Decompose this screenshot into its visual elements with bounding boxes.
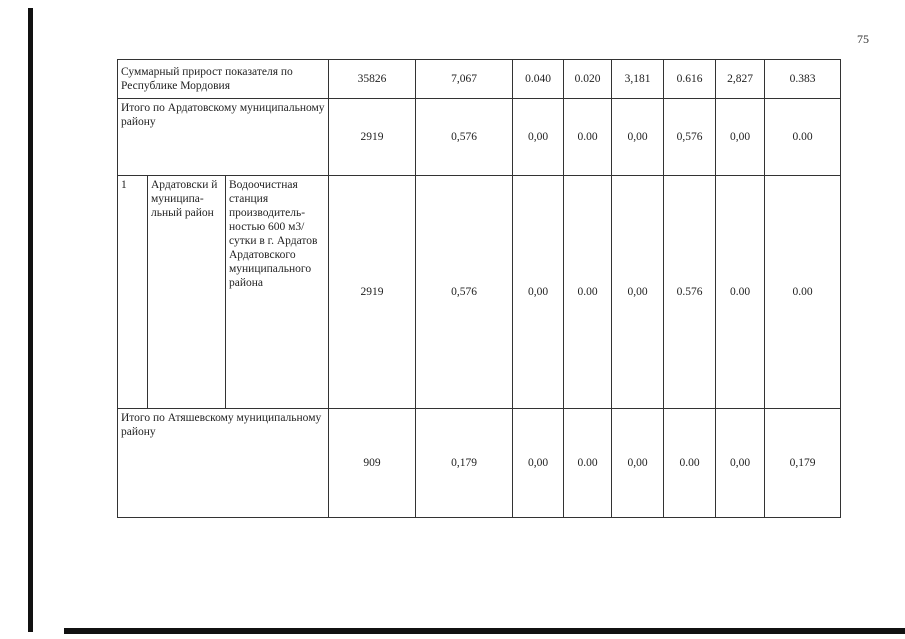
table-cell: 7,067 (416, 60, 513, 99)
table-cell: 0.00 (716, 176, 765, 409)
table-cell: 0,00 (716, 99, 765, 176)
table-cell: 0.616 (664, 60, 716, 99)
table-cell: 0,179 (416, 409, 513, 518)
table-cell: 35826 (329, 60, 416, 99)
table-row-total-ardatov (118, 99, 841, 176)
table-cell: 0.00 (765, 176, 841, 409)
table-cell: 0.383 (765, 60, 841, 99)
table-row-total-republic (118, 60, 841, 99)
table-row-total-atyashevo (118, 409, 841, 518)
table-cell: 0.00 (664, 409, 716, 518)
table-cell: 0,00 (513, 99, 564, 176)
table-cell: 909 (329, 409, 416, 518)
district-name: Ардатовски й муниципа-льный район (148, 176, 226, 409)
page-number: 75 (857, 32, 869, 46)
table-cell: 2919 (329, 99, 416, 176)
row-label: Итого по Атяшевскому муниципальному району (118, 409, 329, 518)
object-name: Водоочистная станция производитель-ностью 600 м3/сутки в г. Ардатов Ардатовского муниципального района (226, 176, 329, 409)
table-cell: 0,00 (513, 176, 564, 409)
table-cell: 3,181 (612, 60, 664, 99)
table-row-item-1 (118, 176, 841, 409)
table-cell: 0.00 (564, 409, 612, 518)
table-cell: 0,00 (612, 176, 664, 409)
left-scan-edge (28, 8, 33, 632)
table-cell: 0.576 (664, 176, 716, 409)
table-cell: 2919 (329, 176, 416, 409)
row-number: 1 (118, 176, 148, 409)
table-cell: 0,576 (416, 99, 513, 176)
table-cell: 2,827 (716, 60, 765, 99)
table-cell: 0,00 (716, 409, 765, 518)
bottom-scan-edge (64, 628, 905, 634)
table-cell: 0.00 (564, 176, 612, 409)
table-cell: 0,576 (664, 99, 716, 176)
data-table (117, 59, 841, 518)
table-cell: 0.00 (564, 99, 612, 176)
table-cell: 0,179 (765, 409, 841, 518)
table-cell: 0,576 (416, 176, 513, 409)
table-cell: 0,00 (612, 99, 664, 176)
table-cell: 0,00 (612, 409, 664, 518)
row-label: Суммарный прирост показателя по Республике Мордовия (118, 60, 329, 99)
table-cell: 0.00 (765, 99, 841, 176)
row-label: Итого по Ардатовскому муниципальному району (118, 99, 329, 176)
table-cell: 0,00 (513, 409, 564, 518)
table-cell: 0.040 (513, 60, 564, 99)
table-cell: 0.020 (564, 60, 612, 99)
